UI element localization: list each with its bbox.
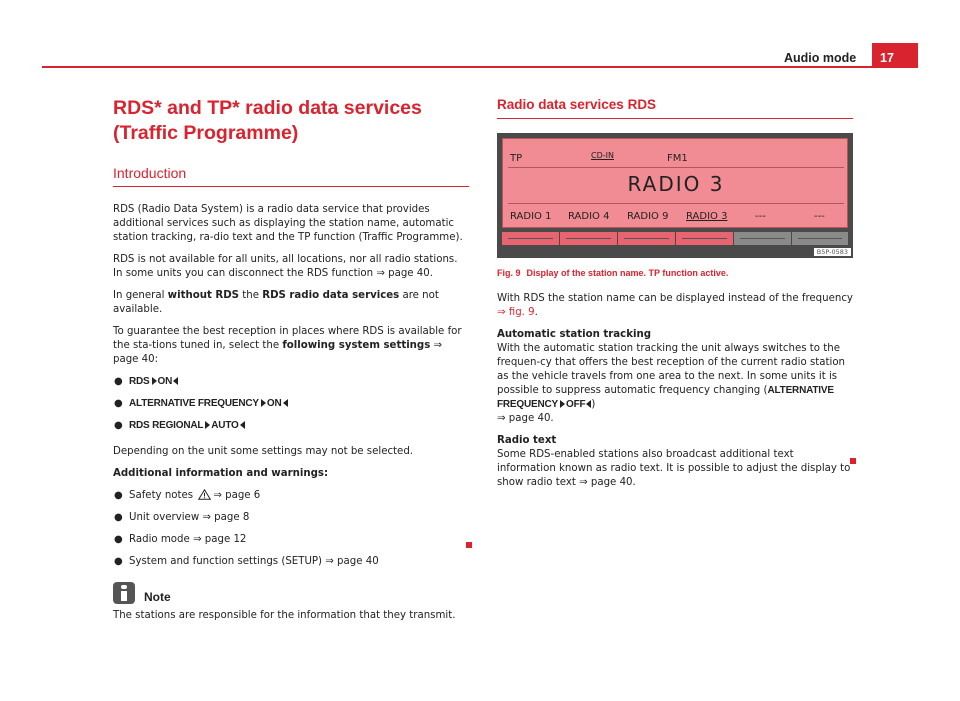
softkey-4[interactable] xyxy=(676,232,733,245)
figure-reference-link[interactable]: ⇒ fig. 9 xyxy=(497,307,535,318)
section-end-marker xyxy=(466,542,472,548)
figure-caption: Fig. 9 Display of the station name. TP function active. xyxy=(497,268,729,278)
menu-arrow-left-icon xyxy=(283,399,288,407)
setting-item-rds-regional: ● RDS REGIONAL AUTO xyxy=(113,419,469,433)
softkey-1[interactable] xyxy=(502,232,559,245)
additional-info-heading: Additional information and warnings: xyxy=(113,468,329,479)
preset-1: RADIO 1 xyxy=(510,211,552,222)
warning-icon xyxy=(198,489,211,500)
softkey-3[interactable] xyxy=(618,232,675,245)
preset-6: --- xyxy=(814,211,825,222)
softkey-5[interactable] xyxy=(734,232,791,245)
menu-arrow-left-icon xyxy=(173,377,178,385)
info-item-unit-overview: ● Unit overview ⇒ page 8 xyxy=(114,512,250,523)
cd-in-indicator: CD-IN xyxy=(591,151,614,160)
unit-dependency-paragraph: Depending on the unit some settings may not be selected. xyxy=(113,446,414,457)
preset-3: RADIO 9 xyxy=(627,211,669,222)
subsection-heading: Introduction xyxy=(113,164,469,187)
left-column xyxy=(113,96,469,623)
band-label: FM1 xyxy=(667,153,688,164)
right-column xyxy=(497,96,853,490)
note-header xyxy=(113,581,469,605)
availability-paragraph: RDS is not available for all units, all locations, nor all radio stations. In some units you can disconnect the RDS function ⇒ page 40. xyxy=(113,254,458,279)
menu-arrow-left-icon xyxy=(240,421,245,429)
page-number: 17 xyxy=(872,43,918,68)
station-tracking-paragraph: With the automatic station tracking the unit always switches to the frequen-cy that offers the best reception of the current radio station as the vehicle travels from one area to the next. In some units it is possible to suppress automatic frequency changing (ALTERNATIVE FREQUENCY OFF ) ⇒ page 40. xyxy=(497,343,846,424)
setting-item-alternative-frequency: ● ALTERNATIVE FREQUENCY ON xyxy=(113,397,469,411)
preset-2: RADIO 4 xyxy=(568,211,610,222)
header-rule xyxy=(42,66,918,68)
menu-arrow-right-icon xyxy=(205,421,210,429)
station-tracking-heading: Automatic station tracking xyxy=(497,329,652,340)
intro-paragraph: RDS (Radio Data System) is a radio data service that provides additional services such as displaying the station name, automatic station tracking, ra-dio text and the TP function (Traffic Programme). xyxy=(113,204,463,243)
radio-text-heading: Radio text xyxy=(497,435,557,446)
info-item-setup: ● System and function settings (SETUP) ⇒ page 40 xyxy=(114,556,379,567)
section-heading: RDS* and TP* radio data services (Traffic Programme) xyxy=(113,97,422,144)
settings-paragraph: To guarantee the best reception in places where RDS is available for the sta-tions tuned in, select the following system settings ⇒ page 40: xyxy=(113,326,462,365)
section-end-marker-right xyxy=(850,458,856,464)
tp-indicator: TP xyxy=(510,153,523,164)
radio-text-paragraph: Some RDS-enabled stations also broadcast additional text information known as radio text. It is possible to adjust the display to show radio text ⇒ page 40. xyxy=(497,449,851,488)
menu-arrow-right-icon xyxy=(261,399,266,407)
lcd-divider-top xyxy=(508,167,844,168)
lcd-screen xyxy=(502,138,848,228)
figure-code: B5P-0583 xyxy=(814,248,851,256)
setting-item-rds: ● RDS ON xyxy=(113,375,469,389)
note-label: Note xyxy=(144,590,171,604)
note-text: The stations are responsible for the information that they transmit. xyxy=(113,610,456,621)
menu-arrow-right-icon xyxy=(560,400,565,408)
rds-section-heading: Radio data services RDS xyxy=(497,96,853,119)
info-item-safety: ● Safety notes ⇒ page 6 xyxy=(114,490,261,501)
menu-arrow-right-icon xyxy=(152,377,157,385)
station-name: RADIO 3 xyxy=(627,172,725,196)
preset-5: --- xyxy=(755,211,766,222)
running-header-title: Audio mode xyxy=(784,51,857,65)
softkey-2[interactable] xyxy=(560,232,617,245)
info-icon xyxy=(113,582,135,604)
without-rds-paragraph: In general without RDS the RDS radio data services are not available. xyxy=(113,290,439,315)
lcd-divider-bottom xyxy=(508,203,844,204)
station-name-paragraph: With RDS the station name can be displayed instead of the frequency ⇒ fig. 9. xyxy=(497,293,853,318)
softkey-6[interactable] xyxy=(792,232,848,245)
radio-display-figure xyxy=(497,133,853,258)
info-item-radio-mode: ● Radio mode ⇒ page 12 xyxy=(114,534,247,545)
preset-4-selected: RADIO 3 xyxy=(686,211,728,222)
